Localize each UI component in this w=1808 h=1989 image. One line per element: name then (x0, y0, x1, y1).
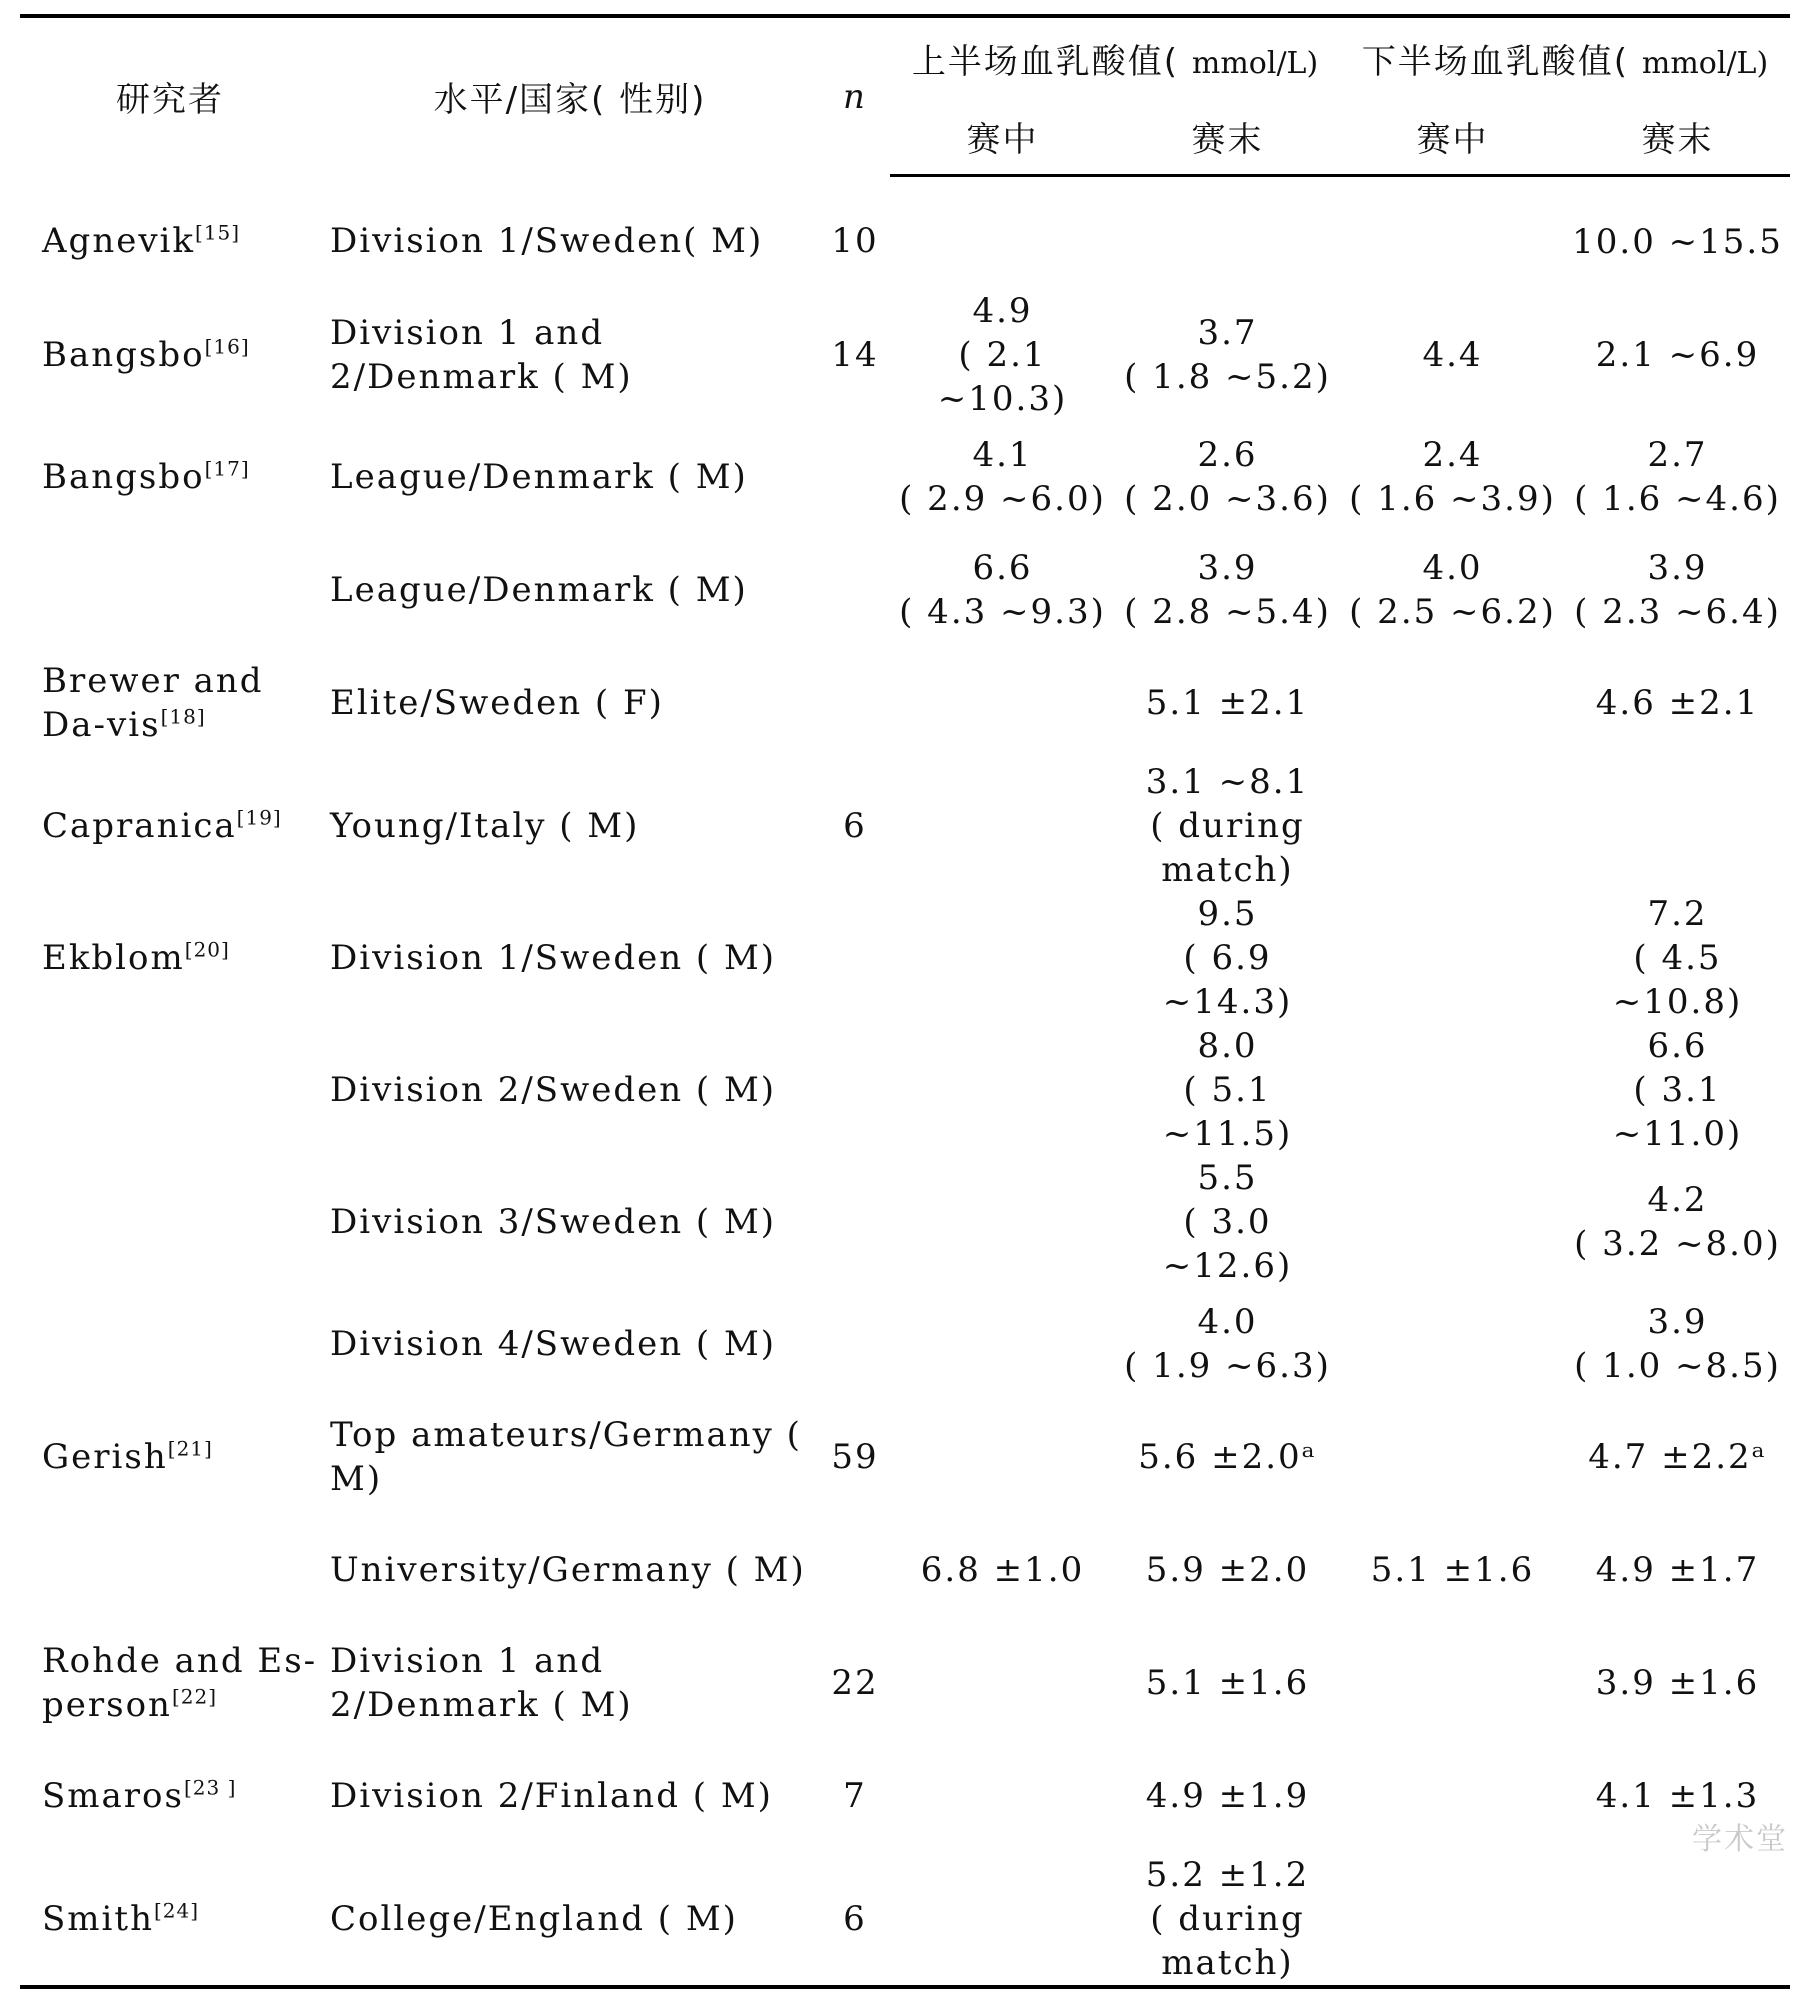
value-cell-sh-mid (1340, 1627, 1565, 1740)
researcher-cell (20, 1401, 320, 1514)
value-cell-fh-end: 5.1 ±2.1 (1145, 683, 1310, 723)
header-first-mid: 赛中 (890, 98, 1115, 176)
value-cell-fh-mid (890, 1740, 1115, 1853)
value-cell-fh-end: 9.5 ( 6.9 ~14.3) (1162, 893, 1293, 1022)
researcher-cell (20, 1024, 320, 1156)
value-cell-fh-mid (890, 1288, 1115, 1401)
header-level: 水平/国家( 性别) (320, 16, 820, 176)
level-cell: Division 1/Sweden ( M) (330, 937, 777, 978)
table-page (20, 14, 1790, 1989)
value-cell-sh-end: 6.6 ( 3.1 ~11.0) (1612, 1025, 1743, 1154)
table-row (20, 176, 1790, 289)
value-cell-fh-end: 2.6 ( 2.0 ~3.6) (1124, 435, 1331, 519)
reference-number: [21] (167, 1436, 213, 1461)
n-cell (820, 421, 890, 534)
value-cell-fh-end: 3.9 ( 2.8 ~5.4) (1124, 548, 1331, 632)
value-cell-sh-end: 4.7 ±2.2ᵃ (1588, 1437, 1767, 1477)
value-cell-sh-end (1565, 760, 1790, 892)
reference-number: [22] (171, 1684, 218, 1709)
table-body (20, 176, 1790, 1987)
value-cell-fh-mid: 4.1 ( 2.9 ~6.0) (899, 435, 1106, 519)
value-cell-sh-mid (1340, 176, 1565, 289)
researcher-name: Smith (42, 1898, 154, 1939)
value-cell-fh-end: 5.1 ±1.6 (1145, 1663, 1310, 1703)
value-cell-fh-mid: 4.9 ( 2.1 ~10.3) (937, 290, 1068, 419)
value-cell-sh-end: 4.1 ±1.3 (1595, 1776, 1760, 1816)
table-row (20, 892, 1790, 1024)
level-cell: League/Denmark ( M) (330, 457, 748, 497)
table-row (20, 1627, 1790, 1740)
n-cell (820, 1288, 890, 1401)
level-cell: Elite/Sweden ( F) (330, 683, 664, 723)
value-cell-fh-end: 5.5 ( 3.0 ~12.6) (1162, 1157, 1293, 1286)
value-cell-sh-end: 4.6 ±2.1 (1595, 683, 1760, 723)
value-cell-fh-mid (890, 1024, 1115, 1156)
researcher-cell (20, 647, 320, 760)
level-cell: Division 1 and 2/Denmark ( M) (330, 1641, 633, 1725)
value-cell-sh-mid (1340, 1401, 1565, 1514)
researcher-name: Rohde and Es-person (42, 1641, 318, 1725)
table-header (20, 16, 1790, 176)
value-cell-sh-mid (1340, 760, 1565, 892)
value-cell-sh-end: 10.0 ~15.5 (1572, 221, 1783, 262)
reference-number: [23 ] (183, 1775, 237, 1800)
reference-number: [19] (236, 805, 282, 830)
researcher-cell (20, 1740, 320, 1853)
value-cell-sh-end: 4.9 ±1.7 (1595, 1550, 1760, 1590)
n-cell: 14 (831, 334, 879, 375)
n-cell (820, 1156, 890, 1288)
value-cell-fh-end (1115, 176, 1340, 289)
researcher-cell (20, 1514, 320, 1627)
value-cell-fh-mid (890, 1627, 1115, 1740)
value-cell-sh-end: 3.9 ( 1.0 ~8.5) (1574, 1302, 1781, 1386)
table-row (20, 1024, 1790, 1156)
table-row (20, 647, 1790, 760)
value-cell-sh-mid (1340, 1156, 1565, 1288)
level-cell: College/England ( M) (320, 1853, 820, 1987)
value-cell-fh-mid (890, 176, 1115, 289)
n-cell: 7 (843, 1776, 867, 1816)
level-cell: Division 1/Sweden( M) (330, 221, 764, 261)
value-cell-sh-end: 4.2 ( 3.2 ~8.0) (1574, 1179, 1781, 1264)
researcher-cell (20, 1627, 320, 1740)
value-cell-sh-mid (1340, 1024, 1565, 1156)
header-first-half-label: 上半场血乳酸值( (911, 41, 1180, 82)
value-cell-fh-end: 5.6 ±2.0ᵃ (1138, 1437, 1317, 1477)
header-second-half-label: 下半场血乳酸值( (1361, 41, 1630, 82)
researcher-cell (20, 1156, 320, 1288)
value-cell-fh-mid (890, 892, 1115, 1024)
value-cell-sh-mid (1340, 1740, 1565, 1853)
table-row (20, 289, 1790, 421)
researcher-name: Ekblom (42, 937, 185, 978)
value-cell-sh-end: 2.1 ~6.9 (1595, 334, 1760, 375)
table-row (20, 534, 1790, 647)
value-cell-sh-mid: 5.1 ±1.6 (1370, 1550, 1535, 1590)
researcher-name: Bangsbo (42, 334, 205, 375)
reference-number: [18] (160, 704, 206, 729)
value-cell-sh-mid: 2.4 ( 1.6 ~3.9) (1349, 435, 1556, 519)
level-cell: Division 2/Finland ( M) (330, 1776, 773, 1816)
researcher-name: Brewer and Da-vis (42, 661, 264, 745)
value-cell-sh-end (1565, 1853, 1790, 1987)
level-cell: Division 4/Sweden ( M) (330, 1324, 777, 1364)
n-cell: 59 (831, 1437, 879, 1477)
lactate-table (20, 14, 1790, 1989)
table-row (20, 1853, 1790, 1987)
researcher-cell (20, 289, 320, 421)
level-cell: Young/Italy ( M) (330, 805, 640, 846)
researcher-cell (20, 760, 320, 892)
level-cell: Top amateurs/Germany ( M) (330, 1415, 802, 1499)
value-cell-fh-end: 4.0 ( 1.9 ~6.3) (1124, 1302, 1331, 1386)
researcher-name: Agnevik (42, 221, 196, 261)
table-row (20, 1514, 1790, 1627)
value-cell-sh-end: 2.7 ( 1.6 ~4.6) (1574, 435, 1781, 519)
value-cell-sh-mid (1340, 1853, 1565, 1987)
researcher-name: Bangsbo (42, 457, 205, 497)
value-cell-fh-mid (890, 1401, 1115, 1514)
value-cell-sh-mid (1340, 1288, 1565, 1401)
researcher-cell (20, 421, 320, 534)
value-cell-fh-mid (890, 760, 1115, 892)
value-cell-sh-mid: 4.0 ( 2.5 ~6.2) (1349, 548, 1556, 632)
value-cell-fh-mid (890, 1853, 1115, 1987)
researcher-name: Gerish (42, 1437, 168, 1477)
level-cell: University/Germany ( M) (330, 1550, 806, 1590)
researcher-cell (20, 1288, 320, 1401)
level-cell: Division 1 and 2/Denmark ( M) (330, 312, 633, 397)
value-cell-sh-end: 3.9 ±1.6 (1595, 1663, 1760, 1703)
researcher-cell (20, 892, 320, 1024)
value-cell-fh-end: 3.7 ( 1.8 ~5.2) (1124, 312, 1331, 397)
value-cell-fh-mid (890, 647, 1115, 760)
value-cell-sh-end: 7.2 ( 4.5 ~10.8) (1612, 893, 1743, 1022)
value-cell-fh-mid: 6.8 ±1.0 (920, 1550, 1085, 1590)
table-row (20, 1401, 1790, 1514)
value-cell-sh-mid: 4.4 (1422, 334, 1483, 375)
n-cell (820, 1024, 890, 1156)
n-cell (820, 647, 890, 760)
table-row (20, 1156, 1790, 1288)
n-cell (820, 892, 890, 1024)
n-cell: 10 (831, 221, 879, 261)
header-first-half-unit: mmol/L) (1191, 45, 1319, 81)
header-n: n (820, 16, 890, 176)
header-first-end: 赛末 (1115, 98, 1340, 176)
value-cell-fh-mid: 6.6 ( 4.3 ~9.3) (899, 548, 1106, 632)
reference-number: [16] (204, 334, 250, 359)
researcher-cell (20, 534, 320, 647)
header-second-half (1340, 16, 1790, 98)
reference-number: [20] (184, 937, 230, 962)
level-cell: Division 2/Sweden ( M) (330, 1069, 777, 1110)
table-row (20, 1740, 1790, 1853)
value-cell-fh-end: 5.9 ±2.0 (1145, 1550, 1310, 1590)
n-cell: 22 (831, 1663, 879, 1703)
reference-number: [24] (153, 1898, 200, 1923)
level-cell: League/Denmark ( M) (330, 570, 748, 610)
header-second-mid: 赛中 (1340, 98, 1565, 176)
researcher-cell (20, 1853, 320, 1987)
value-cell-sh-end: 3.9 ( 2.3 ~6.4) (1574, 548, 1781, 632)
watermark: 学术堂 (1692, 1822, 1788, 1857)
value-cell-fh-end: 5.2 ±1.2 ( during match) (1115, 1853, 1340, 1987)
researcher-name: Capranica (42, 805, 237, 846)
reference-number: [17] (204, 456, 250, 481)
table-row (20, 760, 1790, 892)
n-cell (820, 1514, 890, 1627)
header-second-end: 赛末 (1565, 98, 1790, 176)
header-second-half-unit: mmol/L) (1641, 45, 1769, 81)
table-row (20, 1288, 1790, 1401)
value-cell-fh-end: 4.9 ±1.9 (1145, 1776, 1310, 1816)
n-cell: 6 (820, 1853, 890, 1987)
n-cell (820, 534, 890, 647)
value-cell-fh-mid (890, 1156, 1115, 1288)
value-cell-sh-mid (1340, 647, 1565, 760)
reference-number: [15] (195, 220, 241, 245)
level-cell: Division 3/Sweden ( M) (330, 1201, 777, 1242)
value-cell-fh-end: 3.1 ~8.1 ( during match) (1145, 761, 1310, 890)
header-researcher: 研究者 (20, 16, 320, 176)
value-cell-fh-end: 8.0 ( 5.1 ~11.5) (1162, 1025, 1293, 1154)
n-cell: 6 (843, 805, 867, 846)
value-cell-sh-mid (1340, 892, 1565, 1024)
researcher-name: Smaros (42, 1776, 184, 1816)
researcher-cell (20, 176, 320, 289)
header-first-half (890, 16, 1340, 98)
table-row (20, 421, 1790, 534)
